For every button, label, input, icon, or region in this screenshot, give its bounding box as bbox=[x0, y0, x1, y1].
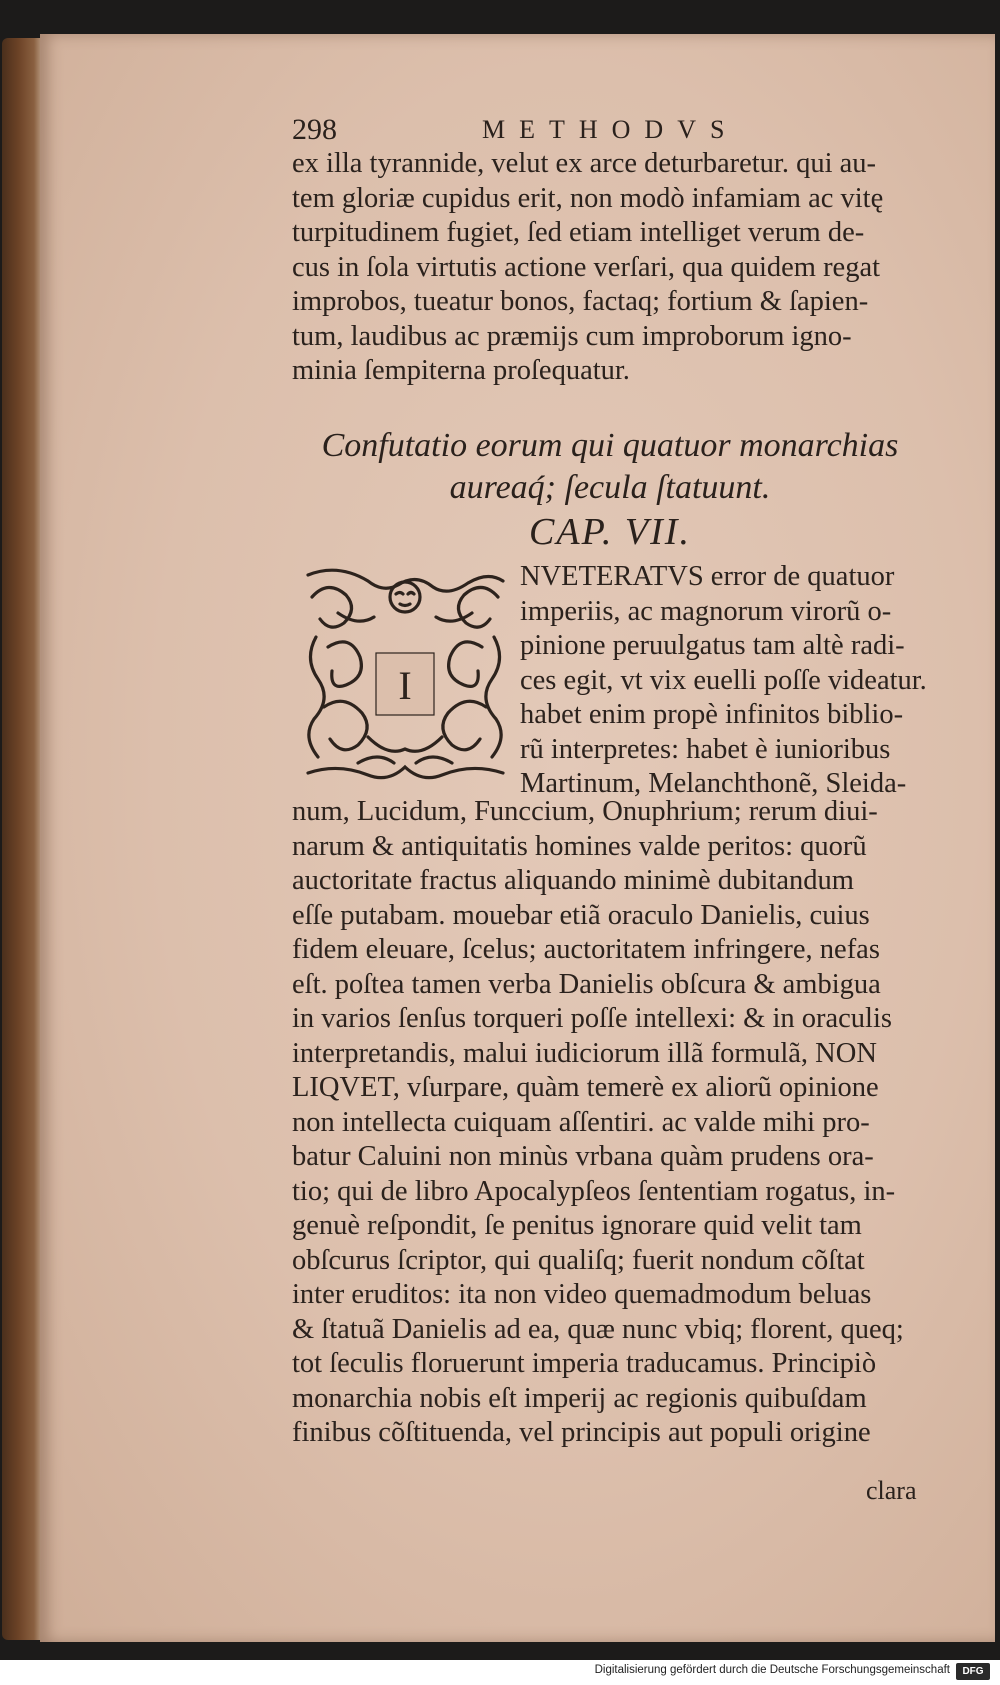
text-line: tio; qui de libro Apocalypſeos ſententiam rogatus, in- bbox=[292, 1175, 896, 1207]
text-line: finibus cõſtituenda, vel principis aut populi origine bbox=[292, 1417, 871, 1448]
text-line: eſt. poſtea tamen verba Danielis obſcura & ambigua bbox=[292, 968, 881, 1000]
text-line: genuè reſpondit, ſe penitus ignorare quid velit tam bbox=[292, 1210, 862, 1241]
catchword: clara bbox=[866, 1476, 917, 1505]
text-line: & ſtatuã Danielis ad ea, quæ nunc vbiq; florent, queq; bbox=[292, 1313, 904, 1345]
text-line: in varios ſenſus torqueri poſſe intellexi: & in oraculis bbox=[292, 1003, 892, 1034]
text-line: tot ſeculis floruerunt imperia traducamus. Principiò bbox=[292, 1348, 877, 1379]
text-line: ces egit, vt vix euelli poſſe videatur. bbox=[520, 664, 927, 696]
text-line: tem gloriæ cupidus erit, non modò infamiam ac vitę bbox=[292, 182, 884, 214]
text-line: tum, laudibus ac præmijs cum improborum igno- bbox=[292, 320, 852, 352]
text-line: monarchia nobis eſt imperij ac regionis quibuſdam bbox=[292, 1382, 867, 1414]
page-number: 298 bbox=[292, 113, 337, 146]
text-line: rũ interpretes: habet è iunioribus bbox=[520, 733, 891, 765]
initial-letter: I bbox=[398, 663, 412, 708]
main-paragraph bbox=[292, 795, 904, 1451]
running-head bbox=[292, 113, 912, 146]
text-line: fidem eleuare, ſcelus; auctoritatem infringere, nefas bbox=[292, 934, 880, 965]
text-line: eſſe putabam. mouebar etiã oraculo Danielis, cuius bbox=[292, 899, 870, 931]
decorated-initial bbox=[298, 567, 513, 782]
text-line: turpitudinem fugiet, ſed etiam intelliget verum de- bbox=[292, 217, 865, 248]
text-line: improbos, tueatur bonos, factaq; fortium & ſapien- bbox=[292, 286, 869, 317]
text-line: imperiis, ac magnorum virorũ o- bbox=[520, 595, 892, 627]
text-line: obſcurus ſcriptor, qui qualiſq; fuerit nondum cõſtat bbox=[292, 1244, 865, 1276]
text-line: ex illa tyrannide, velut ex arce deturbaretur. qui au- bbox=[292, 148, 876, 179]
text-line: inter eruditos: ita non video quemadmodum beluas bbox=[292, 1279, 872, 1310]
text-line: interpretandis, malui iudiciorum illã formulã, NON bbox=[292, 1037, 877, 1069]
text-line: pinione peruulgatus tam altè radi- bbox=[520, 630, 905, 661]
running-title: METHODVS bbox=[482, 115, 739, 144]
text-line: num, Lucidum, Funccium, Onuphrium; rerum diui- bbox=[292, 796, 878, 827]
text-line: habet enim propè infinitos biblio- bbox=[520, 699, 904, 730]
text-line: Martinum, Melanchthonẽ, Sleida- bbox=[520, 768, 907, 799]
book-spine-edge bbox=[2, 38, 42, 1640]
chapter-heading-line: aureaq́; ſecula ſtatuunt. bbox=[449, 469, 771, 506]
text-line: minia ſempiterna proſequatur. bbox=[292, 355, 630, 386]
footer-credit: Digitalisierung gefördert durch die Deutsche Forschungsgemeinschaft bbox=[594, 1664, 950, 1676]
text-line: non intellecta cuiquam aſſentiri. ac valde mihi pro- bbox=[292, 1106, 870, 1138]
chapter-heading-line: Confutatio eorum qui quatuor monarchias bbox=[321, 427, 899, 464]
text-line: LIQVET, vſurpare, quàm temerè ex aliorũ opinione bbox=[292, 1072, 879, 1103]
text-line: auctoritate fractus aliquando minimè dubitandum bbox=[292, 865, 854, 896]
dfg-logo[interactable]: DFG bbox=[956, 1663, 990, 1680]
indented-paragraph bbox=[520, 560, 927, 802]
text-line: cus in ſola virtutis actione verſari, qua quidem regat bbox=[292, 251, 881, 283]
chapter-number: CAP. VII. bbox=[529, 511, 691, 553]
text-line: batur Caluini non minùs vrbana quàm prudens ora- bbox=[292, 1141, 874, 1172]
text-line: narum & antiquitatis homines valde peritos: quorũ bbox=[292, 830, 867, 862]
chapter-heading bbox=[300, 425, 920, 555]
ornament-initial-icon bbox=[298, 567, 513, 782]
top-paragraph bbox=[292, 147, 883, 389]
footer-bar bbox=[0, 1660, 1000, 1685]
text-line: NVETERATVS error de quatuor bbox=[520, 561, 895, 592]
